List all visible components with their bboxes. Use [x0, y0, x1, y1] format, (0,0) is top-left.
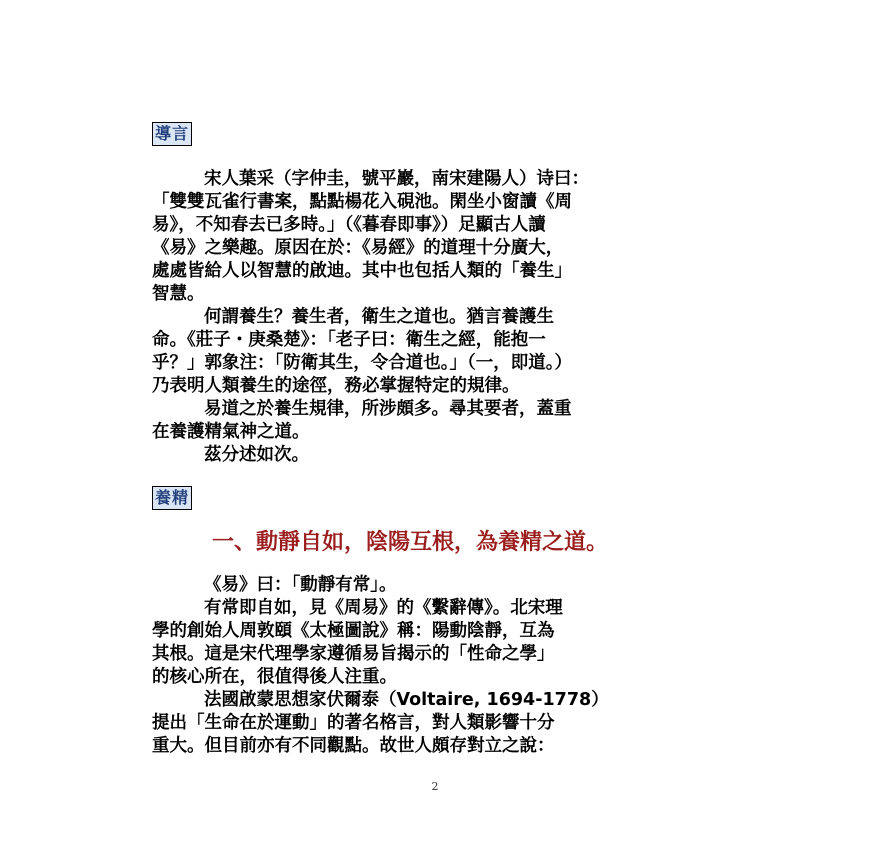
section-heading-essence: 養精	[152, 486, 192, 510]
paragraph-line: 處處皆給人以智慧的啟迪。其中也包括人類的「養生」	[152, 261, 572, 281]
paragraph-line: 命。《莊子・庚桑楚》：「老子曰：衛生之經，能抱一	[152, 330, 546, 350]
paragraph-line: 《易》曰：「動靜有常」。	[204, 575, 397, 595]
paragraph-line: 重大。但目前亦有不同觀點。故世人頗存對立之說：	[152, 736, 555, 756]
paragraph-line: 宋人葉采（字仲圭，號平巖，南宋建陽人）诗曰：	[204, 169, 589, 189]
paragraph-line: 其根。這是宋代理學家遵循易旨揭示的「性命之學」	[152, 644, 555, 664]
paragraph-line: 有常即自如，見《周易》的《繫辭傳》。北宋理	[204, 598, 563, 618]
paragraph-line: 智慧。	[152, 284, 205, 304]
paragraph-line: 《易》之樂趣。原因在於：《易經》的道理十分廣大，	[152, 238, 564, 258]
paragraph-line: 茲分述如次。	[204, 445, 309, 465]
paragraph-line: 何謂養生？養生者，衛生之道也。猶言養護生	[204, 307, 554, 327]
paragraph-line: 的核心所在，很值得後人注重。	[152, 667, 397, 687]
section-subtitle: 一、動靜自如，陰陽互根，為養精之道。	[212, 529, 609, 555]
section-heading-intro: 導言	[152, 122, 192, 146]
paragraph-line: 法國啟蒙思想家伏爾泰（Voltaire, 1694-1778）	[204, 690, 609, 710]
essence-text-block	[152, 574, 732, 758]
paragraph-line: 學的創始人周敦頤《太極圖說》稱：陽動陰靜，互為	[152, 621, 555, 641]
paragraph-line: 乃表明人類養生的途徑，務必掌握特定的規律。	[152, 376, 520, 396]
paragraph-line: 易》，不知春去已多時。」（《暮春即事》）足顯古人讀	[152, 215, 546, 235]
paragraph-line: 易道之於養生規律，所涉頗多。尋其要者，蓋重	[204, 399, 572, 419]
paragraph-line: 提出「生命在於運動」的著名格言，對人類影響十分	[152, 713, 555, 733]
intro-text-block	[152, 168, 732, 467]
paragraph-line: 在養護精氣神之道。	[152, 422, 310, 442]
paragraph-line: 乎？」郭象注：「防衛其生，令合道也。」（一，即道。）	[152, 353, 572, 373]
paragraph-line: 「雙雙瓦雀行書案，點點楊花入硯池。閑坐小窗讀《周	[152, 192, 572, 212]
page-number: 2	[431, 780, 439, 793]
